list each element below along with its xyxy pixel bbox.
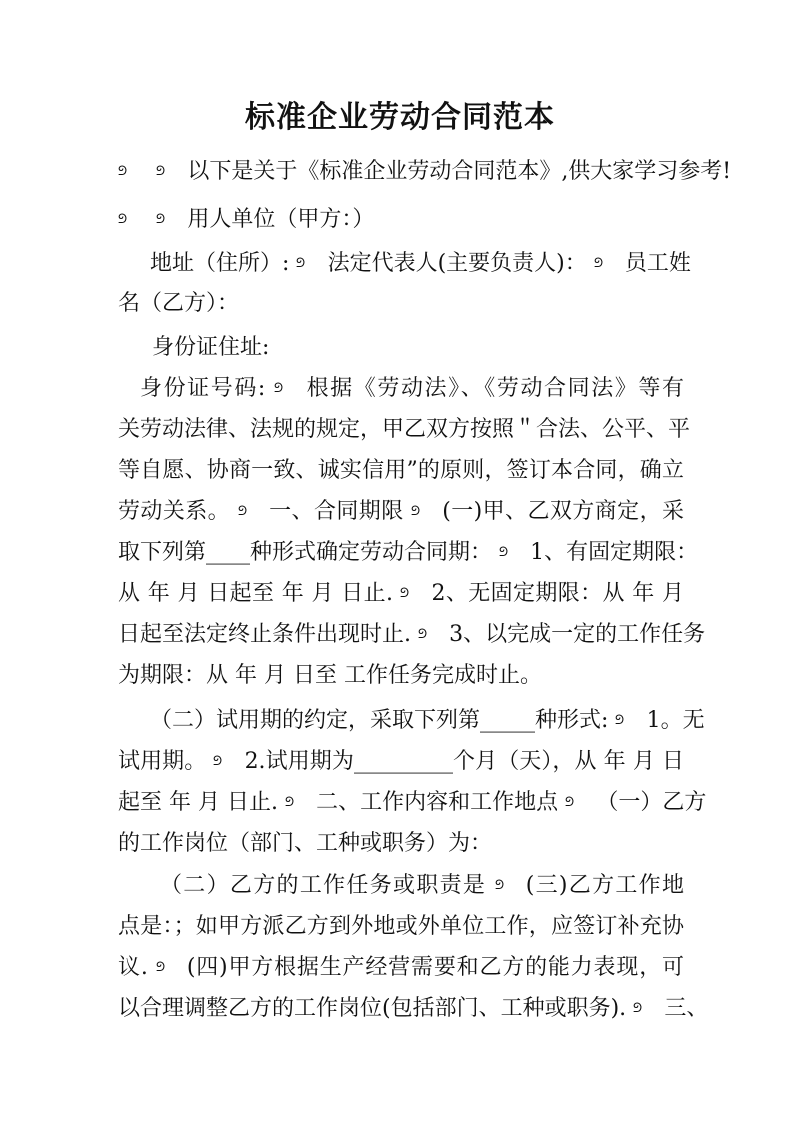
body-line	[118, 200, 684, 240]
body-line	[150, 701, 705, 741]
body-text: 议.	[118, 955, 148, 980]
body-text: 2.试用期为_________个月（天），从 年 月 日	[244, 749, 684, 774]
body-line	[118, 615, 706, 655]
bullet-mark-icon: ᘓ	[615, 713, 625, 728]
body-text: 以下是关于《标准企业劳动合同范本》,供大家学习参考!	[187, 159, 732, 184]
body-text: 法定代表人(主要负责人)：	[327, 251, 587, 276]
body-line	[150, 244, 691, 284]
body-line	[118, 410, 691, 450]
body-text: 以合理调整乙方的工作岗位(包括部门、工种或职务).	[118, 996, 627, 1021]
body-text: 为期限：从 年 月 日至 工作任务完成时止。	[118, 663, 542, 688]
body-text: 用人单位（甲方：）	[187, 207, 375, 232]
body-line	[118, 989, 709, 1029]
bullet-mark-icon: ᘓ	[633, 1001, 643, 1016]
body-text: 员工姓	[624, 251, 691, 276]
bullet-mark-icon: ᘓ	[155, 960, 165, 975]
body-text: 一、合同期限	[268, 499, 404, 524]
bullet-mark-icon: ᘓ	[156, 212, 166, 227]
body-line	[118, 742, 684, 782]
body-line	[118, 574, 684, 614]
body-line	[160, 866, 684, 906]
body-line	[118, 533, 699, 573]
bullet-mark-icon: ᘓ	[118, 212, 128, 227]
body-line	[118, 492, 684, 532]
body-line	[118, 451, 684, 491]
bullet-mark-icon: ᘓ	[156, 164, 166, 179]
bullet-mark-icon: ᘓ	[118, 164, 128, 179]
body-line	[140, 369, 684, 409]
bullet-mark-icon: ᘓ	[565, 795, 575, 810]
body-text: (四)甲方根据生产经营需要和乙方的能力表现，可	[186, 955, 685, 980]
body-text: 点是：；如甲方派乙方到外地或外单位工作，应签订补充协	[118, 914, 684, 939]
bullet-mark-icon: ᘓ	[418, 627, 428, 642]
body-text: （一）乙方	[596, 790, 707, 815]
body-text: 从 年 月 日起至 年 月 日止.	[118, 581, 393, 606]
body-text: 取下列第____种形式确定劳动合同期：	[118, 540, 493, 565]
body-line	[118, 783, 707, 823]
body-text: 劳动关系。	[118, 499, 231, 524]
body-line	[118, 824, 684, 864]
body-text: 名（乙方）：	[118, 291, 240, 316]
document-title: 标准企业劳动合同范本	[245, 100, 555, 135]
body-line	[118, 152, 732, 192]
bullet-mark-icon: ᘓ	[237, 504, 247, 519]
bullet-mark-icon: ᘓ	[400, 586, 410, 601]
body-text: 三、	[664, 996, 709, 1021]
bullet-mark-icon: ᘓ	[284, 795, 295, 810]
bullet-mark-icon: ᘓ	[411, 504, 421, 519]
body-line	[118, 656, 684, 696]
body-text: 2、无固定期限：从 年 月	[431, 581, 685, 606]
body-text: 1、有固定期限：	[530, 540, 699, 565]
body-line	[152, 328, 684, 368]
body-text: 等自愿、协商一致、诚实信用”的原则，签订本合同，确立	[118, 458, 684, 483]
bullet-mark-icon: ᘓ	[494, 878, 504, 893]
body-text: 的工作岗位（部门、工种或职务）为：	[118, 831, 493, 856]
body-text: 关劳动法律、法规的规定，甲乙双方按照＂合法、公平、平	[118, 417, 691, 442]
body-text: （二）乙方的工作任务或职责是	[160, 873, 487, 898]
bullet-mark-icon: ᘓ	[593, 256, 603, 271]
body-text: 起至 年 月 日止.	[118, 790, 278, 815]
body-text: 身份证号码:	[140, 376, 266, 401]
body-text: (三)乙方工作地	[525, 873, 684, 898]
bullet-mark-icon: ᘓ	[213, 754, 223, 769]
body-text: 身份证住址:	[152, 335, 270, 360]
body-line	[118, 907, 684, 947]
body-text: 二、工作内容和工作地点	[316, 790, 559, 815]
body-text: 根据《劳动法》、《劳动合同法》等有	[305, 376, 684, 401]
bullet-mark-icon: ᘓ	[499, 545, 509, 560]
bullet-mark-icon: ᘓ	[296, 256, 306, 271]
body-text: 1。无	[646, 708, 705, 733]
body-text: 3、以完成一定的工作任务	[449, 622, 706, 647]
body-text: (一)甲、乙双方商定，采	[442, 499, 684, 524]
body-text: 日起至法定终止条件出现时止.	[118, 622, 411, 647]
bullet-mark-icon: ᘓ	[273, 381, 284, 396]
body-text: 地址（住所）:	[150, 251, 290, 276]
body-line	[118, 948, 684, 988]
body-text: 试用期。	[118, 749, 207, 774]
body-line	[118, 284, 684, 324]
body-text: （二）试用期的约定，采取下列第_____种形式:	[150, 708, 609, 733]
